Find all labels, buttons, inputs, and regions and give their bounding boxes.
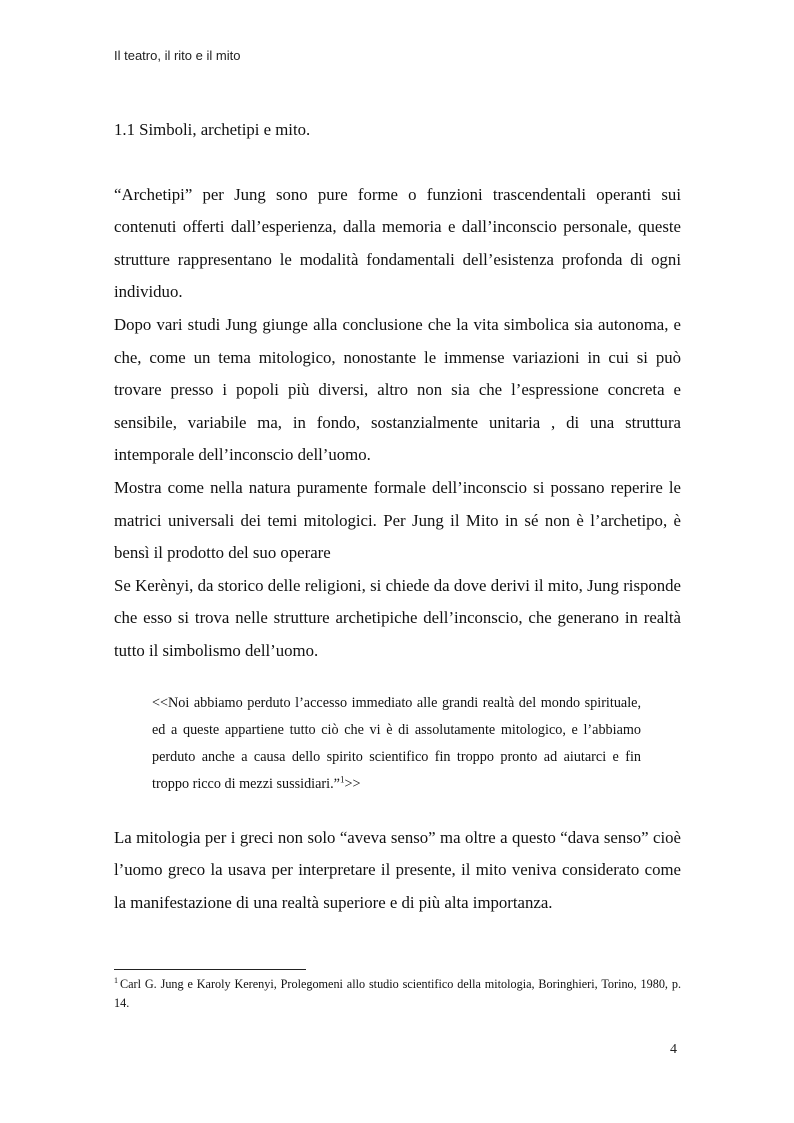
running-header: Il teatro, il rito e il mito [114,48,241,63]
paragraph: “Archetipi” per Jung sono pure forme o funzioni trascendentali operanti sui contenuti offerti dall’esperienza, dalla memoria e dall’inconscio personale, queste strutture rappresentano le modalità fondamentali dell’esistenza profonda di ogni individuo. [114,184,681,302]
paragraph: Se Kerènyi, da storico delle religioni, si chiede da dove derivi il mito, Jung risponde che esso si trova nelle strutture archetipiche dell’inconscio, che generano in realtà tutto il simbolismo dell’uomo. [114,575,681,660]
paragraph: Dopo vari studi Jung giunge alla conclusione che la vita simbolica sia autonoma, e che, come un tema mitologico, nonostante le immense variazioni in cui si può trovare presso i popoli più diversi, altro non sia che l’espressione concreta e sensibile, variabile ma, in fondo, sostanzialmente unitaria , di una struttura intemporale dell’inconscio dell’uomo. [114,314,681,465]
closing-paragraph: La mitologia per i greci non solo “aveva senso” ma oltre a questo “dava senso” cioè l’uomo greco la usava per interpretare il presente, il mito veniva considerato come la manifestazione di una realtà superiore e di più alta importanza. [114,827,681,912]
footnote-number: 1 [114,975,118,985]
footnote-divider [114,969,306,970]
page-number: 4 [670,1042,677,1057]
quote-closing: >> [344,775,361,792]
block-quote [152,690,641,798]
footnote [114,975,681,1013]
footnote-text: Carl G. Jung e Karoly Kerenyi, Prolegomeni allo studio scientifico della mitologia, Boringhieri, Torino, 1980, p. 14. [114,977,681,1010]
footnote-reference[interactable]: 1 [339,773,345,784]
body-text [114,114,681,919]
section-title: 1.1 Simboli, archetipi e mito. [114,120,311,139]
paragraph: Mostra come nella natura puramente formale dell’inconscio si possano reperire le matrici universali dei temi mitologici. Per Jung il Mito in sé non è l’archetipo, è bensì il prodotto del suo operare [114,477,681,563]
quote-text: <<Noi abbiamo perduto l’accesso immediato alle grandi realtà del mondo spirituale, ed a queste appartiene tutto ciò che vi è di assolutamente mitologico, e l’abbiamo perduto anche a causa dello spirito scientifico fin troppo pronto ad aiutarci e fin troppo ricco di mezzi sussidiari.” [152,694,641,792]
